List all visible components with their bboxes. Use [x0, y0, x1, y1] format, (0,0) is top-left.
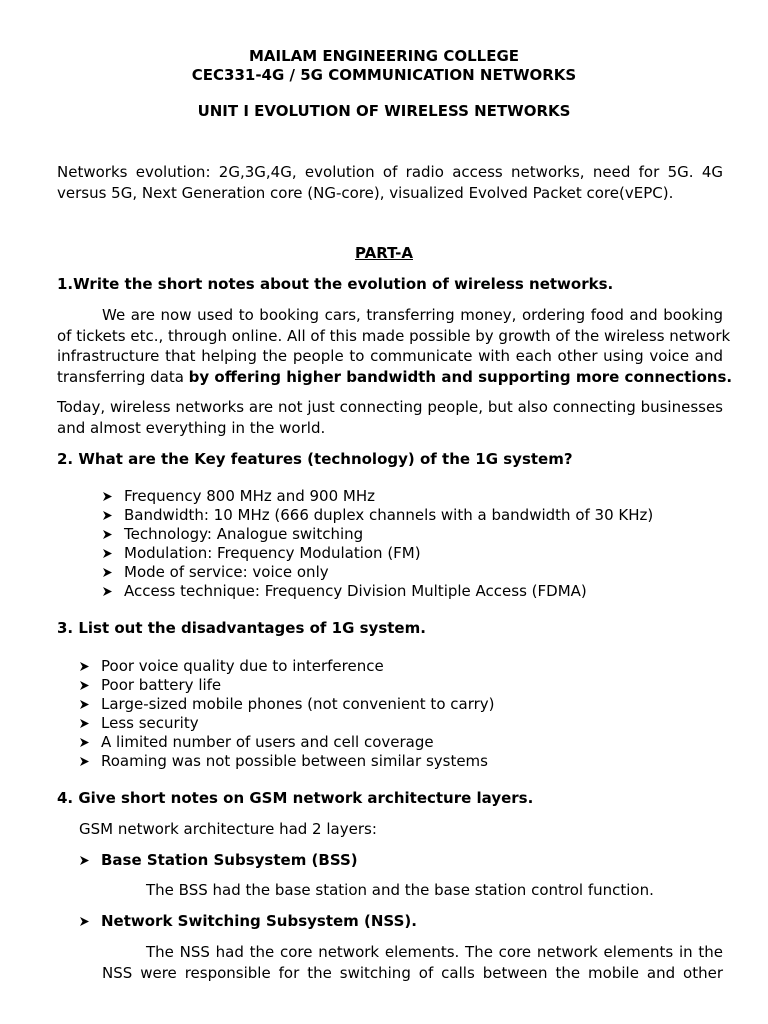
list-item: Less security [79, 714, 495, 733]
question-4-intro: GSM network architecture had 2 layers: [79, 820, 377, 838]
arrow-bullet-icon [102, 582, 114, 601]
question-2-list [102, 487, 653, 601]
bss-heading [79, 851, 358, 870]
college-name: MAILAM ENGINEERING COLLEGE [248, 47, 520, 65]
paragraph-emphasis: by offering higher bandwidth and supporting more connections. [188, 367, 733, 386]
arrow-bullet-icon [79, 912, 91, 936]
paragraph-line: and almost everything in the world. [57, 418, 326, 437]
list-item: Roaming was not possible between similar systems [79, 752, 495, 771]
paragraph-line: of tickets etc., through online. All of this made possible by growth of the wireless network [57, 326, 731, 345]
syllabus-line: Networks evolution: 2G,3G,4G, evolution of radio access networks, need for 5G. 4G [57, 163, 723, 181]
list-item: Access technique: Frequency Division Multiple Access (FDMA) [102, 582, 653, 601]
arrow-bullet-icon [79, 714, 91, 733]
course-title: CEC331-4G / 5G COMMUNICATION NETWORKS [191, 66, 577, 84]
list-item: A limited number of users and cell coverage [79, 733, 495, 752]
list-item: Large-sized mobile phones (not convenient to carry) [79, 695, 495, 714]
list-item: Poor voice quality due to interference [79, 657, 495, 676]
arrow-bullet-icon [102, 544, 114, 563]
arrow-bullet-icon [79, 752, 91, 771]
question-1-paragraph-2 [57, 397, 723, 438]
syllabus-line: versus 5G, Next Generation core (NG-core), visualized Evolved Packet core(vEPC). [57, 183, 674, 202]
list-item: Frequency 800 MHz and 900 MHz [102, 487, 653, 506]
list-item: Bandwidth: 10 MHz (666 duplex channels with a bandwidth of 30 KHz) [102, 506, 653, 525]
paragraph-line: NSS were responsible for the switching of calls between the mobile and other [102, 963, 723, 982]
question-3-title: 3. List out the disadvantages of 1G system. [57, 619, 426, 637]
nss-description [102, 942, 723, 983]
paragraph-line: The NSS had the core network elements. The core network elements in the [146, 943, 723, 961]
arrow-bullet-icon [102, 506, 114, 525]
question-3-list [79, 657, 495, 771]
arrow-bullet-icon [79, 733, 91, 752]
list-item: Mode of service: voice only [102, 563, 653, 582]
paragraph-line: infrastructure that helping the people to communicate with each other using voice and [57, 347, 723, 365]
syllabus-paragraph [57, 162, 723, 203]
arrow-bullet-icon [79, 676, 91, 695]
question-1-title: 1.Write the short notes about the evolution of wireless networks. [57, 275, 614, 293]
arrow-bullet-icon [79, 695, 91, 714]
bss-description: The BSS had the base station and the base station control function. [146, 881, 654, 899]
paragraph-line [57, 367, 733, 388]
question-4-title: 4. Give short notes on GSM network architecture layers. [57, 789, 534, 807]
unit-title: UNIT I EVOLUTION OF WIRELESS NETWORKS [197, 102, 571, 120]
list-item: Modulation: Frequency Modulation (FM) [102, 544, 653, 563]
nss-title: Network Switching Subsystem (NSS). [101, 912, 417, 930]
nss-heading [79, 912, 417, 931]
paragraph-text: transferring data [57, 367, 189, 386]
arrow-bullet-icon [102, 563, 114, 582]
paragraph-line: We are now used to booking cars, transferring money, ordering food and booking [102, 306, 723, 324]
arrow-bullet-icon [102, 487, 114, 506]
arrow-bullet-icon [79, 657, 91, 676]
question-1-paragraph-1 [57, 305, 733, 387]
list-item: Poor battery life [79, 676, 495, 695]
part-label: PART-A [355, 244, 413, 262]
arrow-bullet-icon [79, 851, 91, 875]
bss-title: Base Station Subsystem (BSS) [101, 851, 358, 869]
list-item: Technology: Analogue switching [102, 525, 653, 544]
question-2-title: 2. What are the Key features (technology) of the 1G system? [57, 450, 573, 468]
arrow-bullet-icon [102, 525, 114, 544]
paragraph-line: Today, wireless networks are not just connecting people, but also connecting businesses [57, 398, 723, 416]
